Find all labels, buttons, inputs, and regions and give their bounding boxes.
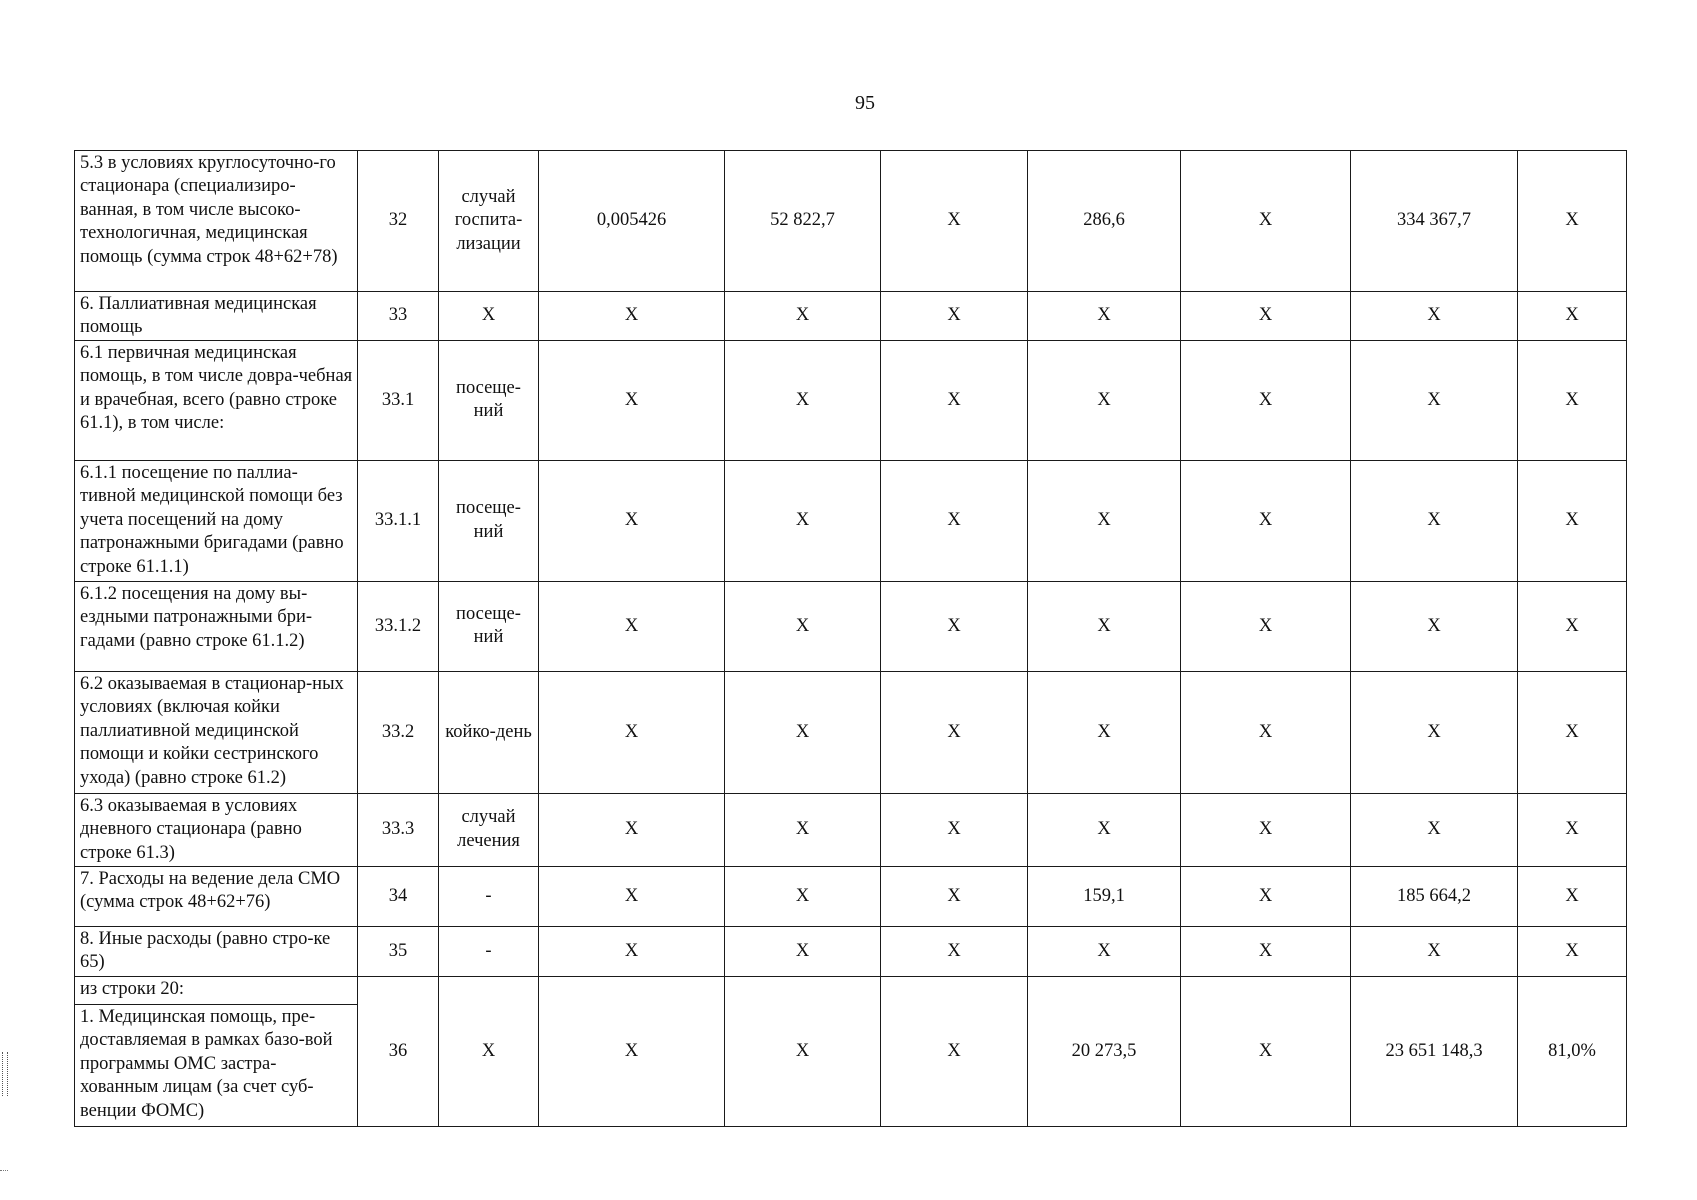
row-description: 5.3 в условиях круглосуточно-го стационара (специализиро-ванная, в том числе высоко-технологичная, медицинская помощь (сумма строк 48+62+78) <box>75 151 358 292</box>
scan-margin-line <box>0 1170 8 1171</box>
value-cell: X <box>1028 581 1181 671</box>
row-unit: посеще-ний <box>439 460 539 581</box>
row-number: 36 <box>358 976 439 1126</box>
value-cell: X <box>881 926 1028 976</box>
value-cell: X <box>539 340 725 460</box>
value-cell: X <box>539 581 725 671</box>
value-cell: 23 651 148,3 <box>1351 976 1518 1126</box>
row-description: 6.1 первичная медицинская помощь, в том числе довра-чебная и врачебная, всего (равно строке 61.1), в том числе: <box>75 340 358 460</box>
value-cell: X <box>881 866 1028 926</box>
row-number: 33.1.1 <box>358 460 439 581</box>
value-cell: X <box>1518 151 1627 292</box>
value-cell: X <box>1181 460 1351 581</box>
value-cell: X <box>539 460 725 581</box>
row-unit: койко-день <box>439 671 539 793</box>
row-description: 6.1.1 посещение по паллиа-тивной медицинской помощи без учета посещений на дому патронажными бригадами (равно строке 61.1.1) <box>75 460 358 581</box>
table-row <box>75 151 1627 292</box>
row-number: 33.1 <box>358 340 439 460</box>
row-unit: - <box>439 926 539 976</box>
row-number: 33.3 <box>358 793 439 866</box>
table-row <box>75 976 1627 1004</box>
value-cell: X <box>881 151 1028 292</box>
value-cell: X <box>1181 926 1351 976</box>
value-cell: X <box>881 460 1028 581</box>
table-body <box>75 151 1627 1127</box>
value-cell: X <box>1518 793 1627 866</box>
row-description: 6.1.2 посещения на дому вы-ездными патронажными бри-гадами (равно строке 61.1.2) <box>75 581 358 671</box>
row-unit: - <box>439 866 539 926</box>
value-cell: 185 664,2 <box>1351 866 1518 926</box>
value-cell: 52 822,7 <box>725 151 881 292</box>
value-cell: X <box>1351 340 1518 460</box>
value-cell: X <box>1028 671 1181 793</box>
value-cell: X <box>1181 340 1351 460</box>
value-cell: X <box>725 581 881 671</box>
value-cell: X <box>725 340 881 460</box>
value-cell: X <box>539 976 725 1126</box>
row-number: 33 <box>358 292 439 341</box>
value-cell: X <box>1351 581 1518 671</box>
value-cell: 159,1 <box>1028 866 1181 926</box>
value-cell: X <box>881 976 1028 1126</box>
value-cell: X <box>1351 292 1518 341</box>
value-cell: X <box>1518 866 1627 926</box>
value-cell: X <box>725 671 881 793</box>
value-cell: X <box>539 926 725 976</box>
row-description: 8. Иные расходы (равно стро-ке 65) <box>75 926 358 976</box>
table-row <box>75 581 1627 671</box>
row-description: 1. Медицинская помощь, пре-доставляемая в рамках базо-вой программы ОМС застра-хованным лицам (за счет суб-венции ФОМС) <box>75 1004 358 1126</box>
value-cell: X <box>1351 671 1518 793</box>
row-description: 7. Расходы на ведение дела СМО (сумма строк 48+62+76) <box>75 866 358 926</box>
subheader-cell: из строки 20: <box>75 976 358 1004</box>
row-number: 33.2 <box>358 671 439 793</box>
table-row <box>75 793 1627 866</box>
data-table <box>74 150 1627 1127</box>
value-cell: 81,0% <box>1518 976 1627 1126</box>
value-cell: X <box>881 793 1028 866</box>
value-cell: X <box>1181 976 1351 1126</box>
value-cell: X <box>1351 793 1518 866</box>
value-cell: X <box>725 292 881 341</box>
row-description: 6.2 оказываемая в стационар-ных условиях (включая койки паллиативной медицинской помощи и койки сестринского ухода) (равно строке 61.2) <box>75 671 358 793</box>
value-cell: X <box>725 460 881 581</box>
table-row <box>75 460 1627 581</box>
value-cell: X <box>725 866 881 926</box>
value-cell: X <box>1351 926 1518 976</box>
value-cell: X <box>1181 866 1351 926</box>
value-cell: 0,005426 <box>539 151 725 292</box>
value-cell: X <box>1518 671 1627 793</box>
value-cell: X <box>1028 292 1181 341</box>
table-row <box>75 866 1627 926</box>
value-cell: X <box>725 793 881 866</box>
value-cell: X <box>539 866 725 926</box>
row-unit: посеще-ний <box>439 340 539 460</box>
table-row <box>75 671 1627 793</box>
value-cell: X <box>539 671 725 793</box>
value-cell: X <box>881 581 1028 671</box>
row-unit: случай госпита-лизации <box>439 151 539 292</box>
value-cell: X <box>1518 460 1627 581</box>
row-unit: X <box>439 292 539 341</box>
table-row <box>75 340 1627 460</box>
value-cell: 286,6 <box>1028 151 1181 292</box>
value-cell: X <box>1181 292 1351 341</box>
value-cell: 334 367,7 <box>1351 151 1518 292</box>
row-unit: случай лечения <box>439 793 539 866</box>
row-unit: посеще-ний <box>439 581 539 671</box>
value-cell: 20 273,5 <box>1028 976 1181 1126</box>
value-cell: X <box>881 671 1028 793</box>
value-cell: X <box>1028 793 1181 866</box>
value-cell: X <box>1181 581 1351 671</box>
table-row <box>75 926 1627 976</box>
value-cell: X <box>1518 926 1627 976</box>
row-description: 6. Паллиативная медицинская помощь <box>75 292 358 341</box>
page-number: 95 <box>855 92 875 114</box>
value-cell: X <box>539 793 725 866</box>
value-cell: X <box>1181 793 1351 866</box>
table-row <box>75 292 1627 341</box>
row-number: 32 <box>358 151 439 292</box>
value-cell: X <box>1028 340 1181 460</box>
value-cell: X <box>1518 340 1627 460</box>
value-cell: X <box>881 340 1028 460</box>
value-cell: X <box>1028 926 1181 976</box>
value-cell: X <box>1351 460 1518 581</box>
value-cell: X <box>881 292 1028 341</box>
value-cell: X <box>539 292 725 341</box>
value-cell: X <box>1518 292 1627 341</box>
row-description: 6.3 оказываемая в условиях дневного стационара (равно строке 61.3) <box>75 793 358 866</box>
value-cell: X <box>1181 151 1351 292</box>
value-cell: X <box>1028 460 1181 581</box>
row-unit: X <box>439 976 539 1126</box>
value-cell: X <box>725 926 881 976</box>
row-number: 34 <box>358 866 439 926</box>
value-cell: X <box>1181 671 1351 793</box>
row-number: 35 <box>358 926 439 976</box>
value-cell: X <box>1518 581 1627 671</box>
scan-margin-mark <box>2 1052 8 1096</box>
row-number: 33.1.2 <box>358 581 439 671</box>
value-cell: X <box>725 976 881 1126</box>
